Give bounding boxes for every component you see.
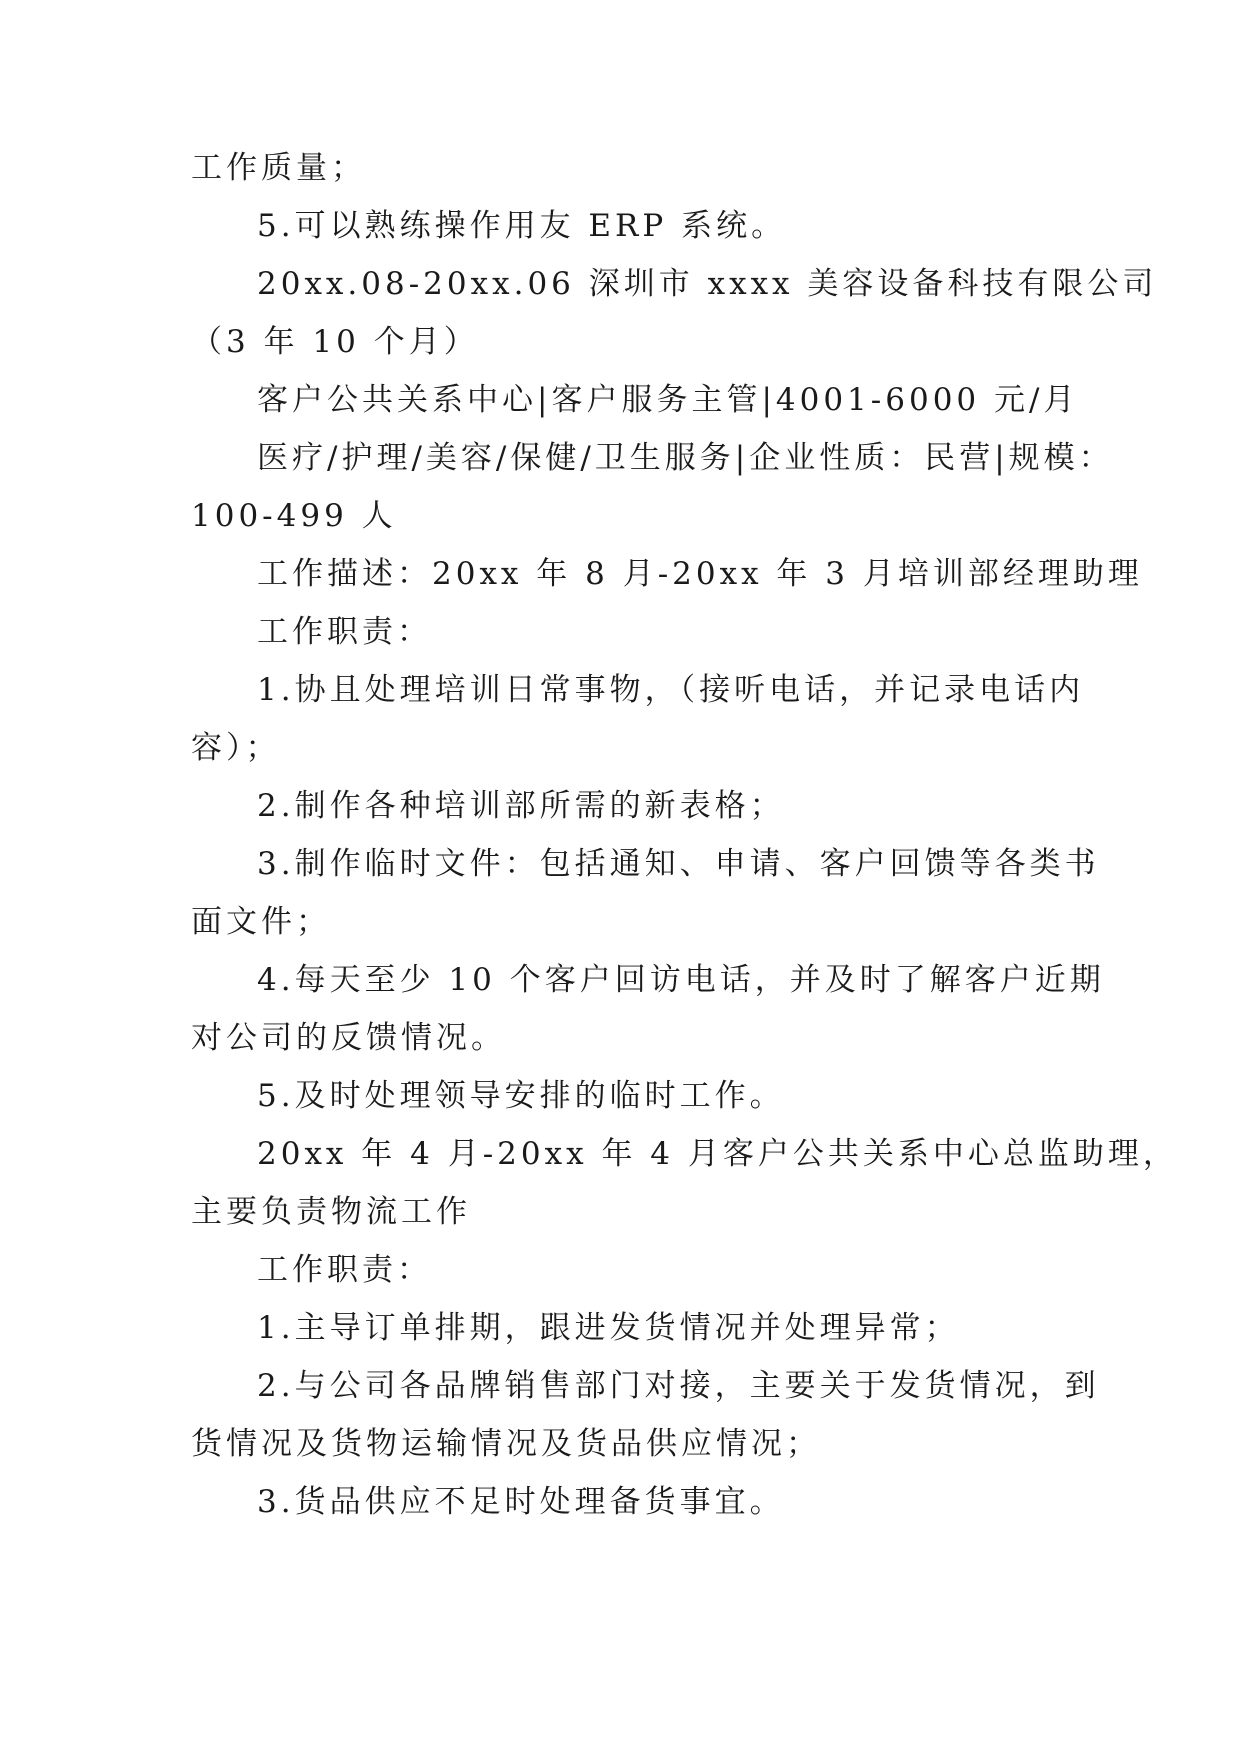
text-line-duty-4-cont: 对公司的反馈情况。 (191, 1020, 506, 1056)
text-line-duties-heading: 工作职责： (257, 614, 432, 650)
text-line-duty-1: 1.协且处理培训日常事物，（接听电话，并记录电话内 (257, 672, 1085, 708)
text-line-second-role-cont: 主要负责物流工作 (191, 1194, 471, 1230)
text-line-company-size: 100-499 人 (191, 498, 397, 534)
text-line-duty-3: 3.制作临时文件：包括通知、申请、客户回馈等各类书 (257, 846, 1100, 882)
text-line-duty-2: 2.制作各种培训部所需的新表格； (257, 788, 785, 824)
text-line-duty-4: 4.每天至少 10 个客户回访电话，并及时了解客户近期 (257, 962, 1105, 998)
text-line-duty-3-cont: 面文件； (191, 904, 331, 940)
text-line-position-salary: 客户公共关系中心|客户服务主管|4001-6000 元/月 (257, 382, 1079, 418)
text-line-duty-b3: 3.货品供应不足时处理备货事宜。 (257, 1484, 785, 1520)
text-line-work-quality: 工作质量； (191, 150, 366, 186)
text-line-duration: （3 年 10 个月） (191, 324, 479, 360)
text-line-duties-heading-2: 工作职责： (257, 1252, 432, 1288)
text-line-erp-skill: 5.可以熟练操作用友 ERP 系统。 (257, 208, 787, 244)
text-line-company-period: 20xx.08-20xx.06 深圳市 xxxx 美容设备科技有限公司 (257, 266, 1158, 302)
text-line-duty-1-cont: 容）； (191, 730, 281, 766)
text-line-job-description: 工作描述：20xx 年 8 月-20xx 年 3 月培训部经理助理 (257, 556, 1143, 592)
text-line-duty-b1: 1.主导订单排期，跟进发货情况并处理异常； (257, 1310, 960, 1346)
text-line-second-role: 20xx 年 4 月-20xx 年 4 月客户公共关系中心总监助理， (257, 1136, 1178, 1172)
text-line-duty-b2: 2.与公司各品牌销售部门对接，主要关于发货情况，到 (257, 1368, 1100, 1404)
text-line-duty-5: 5.及时处理领导安排的临时工作。 (257, 1078, 785, 1114)
text-line-duty-b2-cont: 货情况及货物运输情况及货品供应情况； (191, 1426, 821, 1462)
text-line-industry-nature: 医疗/护理/美容/保健/卫生服务|企业性质：民营|规模： (257, 440, 1114, 476)
